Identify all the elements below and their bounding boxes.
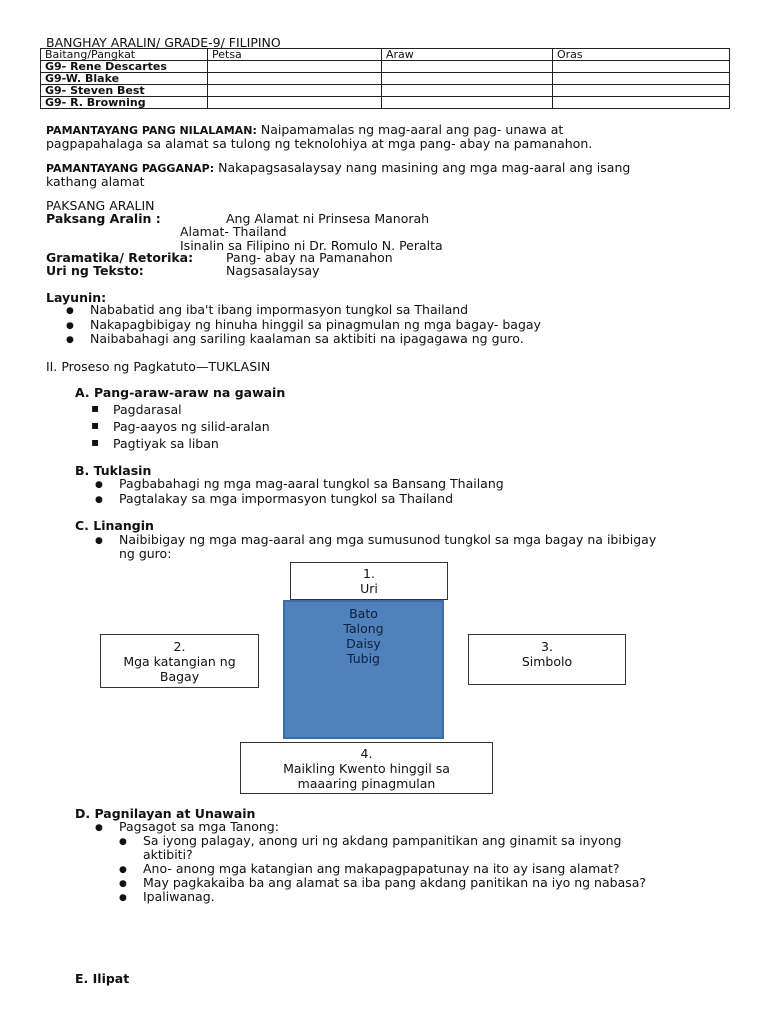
content-standard-text: Naipamamalas ng mag-aaral ang pag- unawa at (260, 122, 564, 137)
section-cell: G9- R. Browning (41, 97, 208, 109)
diagram-box-kwento (240, 742, 493, 794)
question-item: ● Ipaliwanag. (143, 890, 646, 904)
question-item: ● Sa iyong palagay, anong uri ng akdang pampanitikan ang ginamit sa inyong (143, 834, 646, 848)
list-item: ▪ Pagtiyak sa liban (113, 435, 270, 452)
section-cell: G9- Rene Descartes (41, 61, 208, 73)
table-header-row (41, 49, 730, 61)
box-number: 4. (360, 746, 373, 761)
center-item: Talong (343, 621, 384, 636)
table-row (41, 61, 730, 73)
content-standard (46, 122, 563, 137)
section-cell: G9-W. Blake (41, 73, 208, 85)
box-number: 1. (363, 566, 375, 581)
list-item: ● Nababatid ang iba't ibang impormasyon tungkol sa Thailand (90, 303, 541, 318)
list-item: ● Nakapagbibigay ng hinuha hinggil sa pinagmulan ng mga bagay- bagay (90, 318, 541, 333)
diagram-box-katangian (100, 634, 259, 688)
question-item: ● Ano- anong mga katangian ang makapagpapatunay na ito ay isang alamat? (143, 862, 646, 876)
box-label: Uri (360, 581, 378, 596)
section-e-heading: E. Ilipat (75, 971, 130, 986)
question-item: ● May pagkakaiba ba ang alamat sa iba pang akdang panitikan na iyo ng nabasa? (143, 876, 646, 890)
section-b-heading: B. Tuklasin (75, 463, 152, 478)
performance-standard-text-2: kathang alamat (46, 174, 145, 189)
section-d-list (119, 820, 279, 834)
section-c-list (119, 533, 656, 561)
performance-standard-text: Nakapagsasalaysay nang masining ang mga mag-aaral ang isang (218, 160, 631, 175)
schedule-table (40, 48, 730, 109)
question-continuation: aktibiti? (143, 847, 193, 862)
list-item: ● Pagtalakay sa mga impormasyon tungkol sa Thailand (119, 492, 504, 507)
box-label: maaaring pinagmulan (297, 776, 436, 791)
subject-translator: Isinalin sa Filipino ni Dr. Romulo N. Peralta (180, 238, 443, 253)
list-item-continuation: ng guro: (119, 546, 172, 561)
column-header: Araw (382, 49, 553, 61)
list-item: ● Pagsagot sa mga Tanong: (119, 820, 279, 834)
section-cell: G9- Steven Best (41, 85, 208, 97)
box-label: Simbolo (521, 654, 573, 669)
objectives-list (90, 303, 541, 347)
box-label: Mga katangian ng (123, 654, 236, 669)
subject-origin: Alamat- Thailand (180, 224, 287, 239)
process-heading: II. Proseso ng Pagkatuto—TUKLASIN (46, 359, 271, 374)
list-item: ▪ Pagdarasal (113, 401, 270, 418)
center-item: Daisy (346, 636, 381, 651)
diagram-box-simbolo (468, 634, 626, 685)
column-header: Petsa (208, 49, 382, 61)
subject-heading: PAKSANG ARALIN (46, 198, 155, 213)
grammar-label: Gramatika/ Retorika: (46, 250, 194, 265)
subject-value: Ang Alamat ni Prinsesa Manorah (226, 211, 430, 226)
list-item: ● Pagbabahagi ng mga mag-aaral tungkol sa Bansang Thailang (119, 477, 504, 492)
section-a-list (113, 401, 270, 452)
list-item: ▪ Pag-aayos ng silid-aralan (113, 418, 270, 435)
box-number: 2. (173, 639, 186, 654)
section-d-heading: D. Pagnilayan at Unawain (75, 806, 256, 821)
box-label: Bagay (159, 669, 200, 684)
table-row (41, 97, 730, 109)
diagram-center-box (283, 600, 444, 739)
text-type-value: Nagsasalaysay (226, 263, 320, 278)
table-row (41, 85, 730, 97)
column-header: Baitang/Pangkat (41, 49, 208, 61)
section-c-heading: C. Linangin (75, 518, 154, 533)
text-type-label: Uri ng Teksto: (46, 263, 144, 278)
content-standard-text-2: pagpapahalaga sa alamat sa tulong ng teknolohiya at mga pang- abay na pamanahon. (46, 136, 593, 151)
questions-list (143, 834, 646, 904)
column-header: Oras (553, 49, 730, 61)
section-a-heading: A. Pang-araw-araw na gawain (75, 385, 286, 400)
objectives-heading: Layunin: (46, 290, 107, 305)
performance-standard-label: PAMANTAYANG PAGGANAP: (46, 162, 215, 175)
box-label: Maikling Kwento hinggil sa (283, 761, 450, 776)
performance-standard (46, 160, 630, 175)
document-title: BANGHAY ARALIN/ GRADE-9/ FILIPINO (46, 35, 281, 50)
list-item: ● Naibabahagi ang sariling kaalaman sa aktibiti na ipagagawa ng guro. (90, 332, 541, 347)
section-b-list (119, 477, 504, 506)
center-item: Bato (349, 606, 378, 621)
center-item: Tubig (346, 651, 380, 666)
list-item: ● Naibibigay ng mga mag-aaral ang mga sumusunod tungkol sa mga bagay na ibibigay (119, 533, 656, 547)
table-row (41, 73, 730, 85)
box-number: 3. (541, 639, 553, 654)
grammar-value: Pang- abay na Pamanahon (226, 250, 393, 265)
content-standard-label: PAMANTAYANG PANG NILALAMAN: (46, 124, 257, 137)
subject-label: Paksang Aralin : (46, 211, 161, 226)
diagram-box-uri (290, 562, 448, 600)
